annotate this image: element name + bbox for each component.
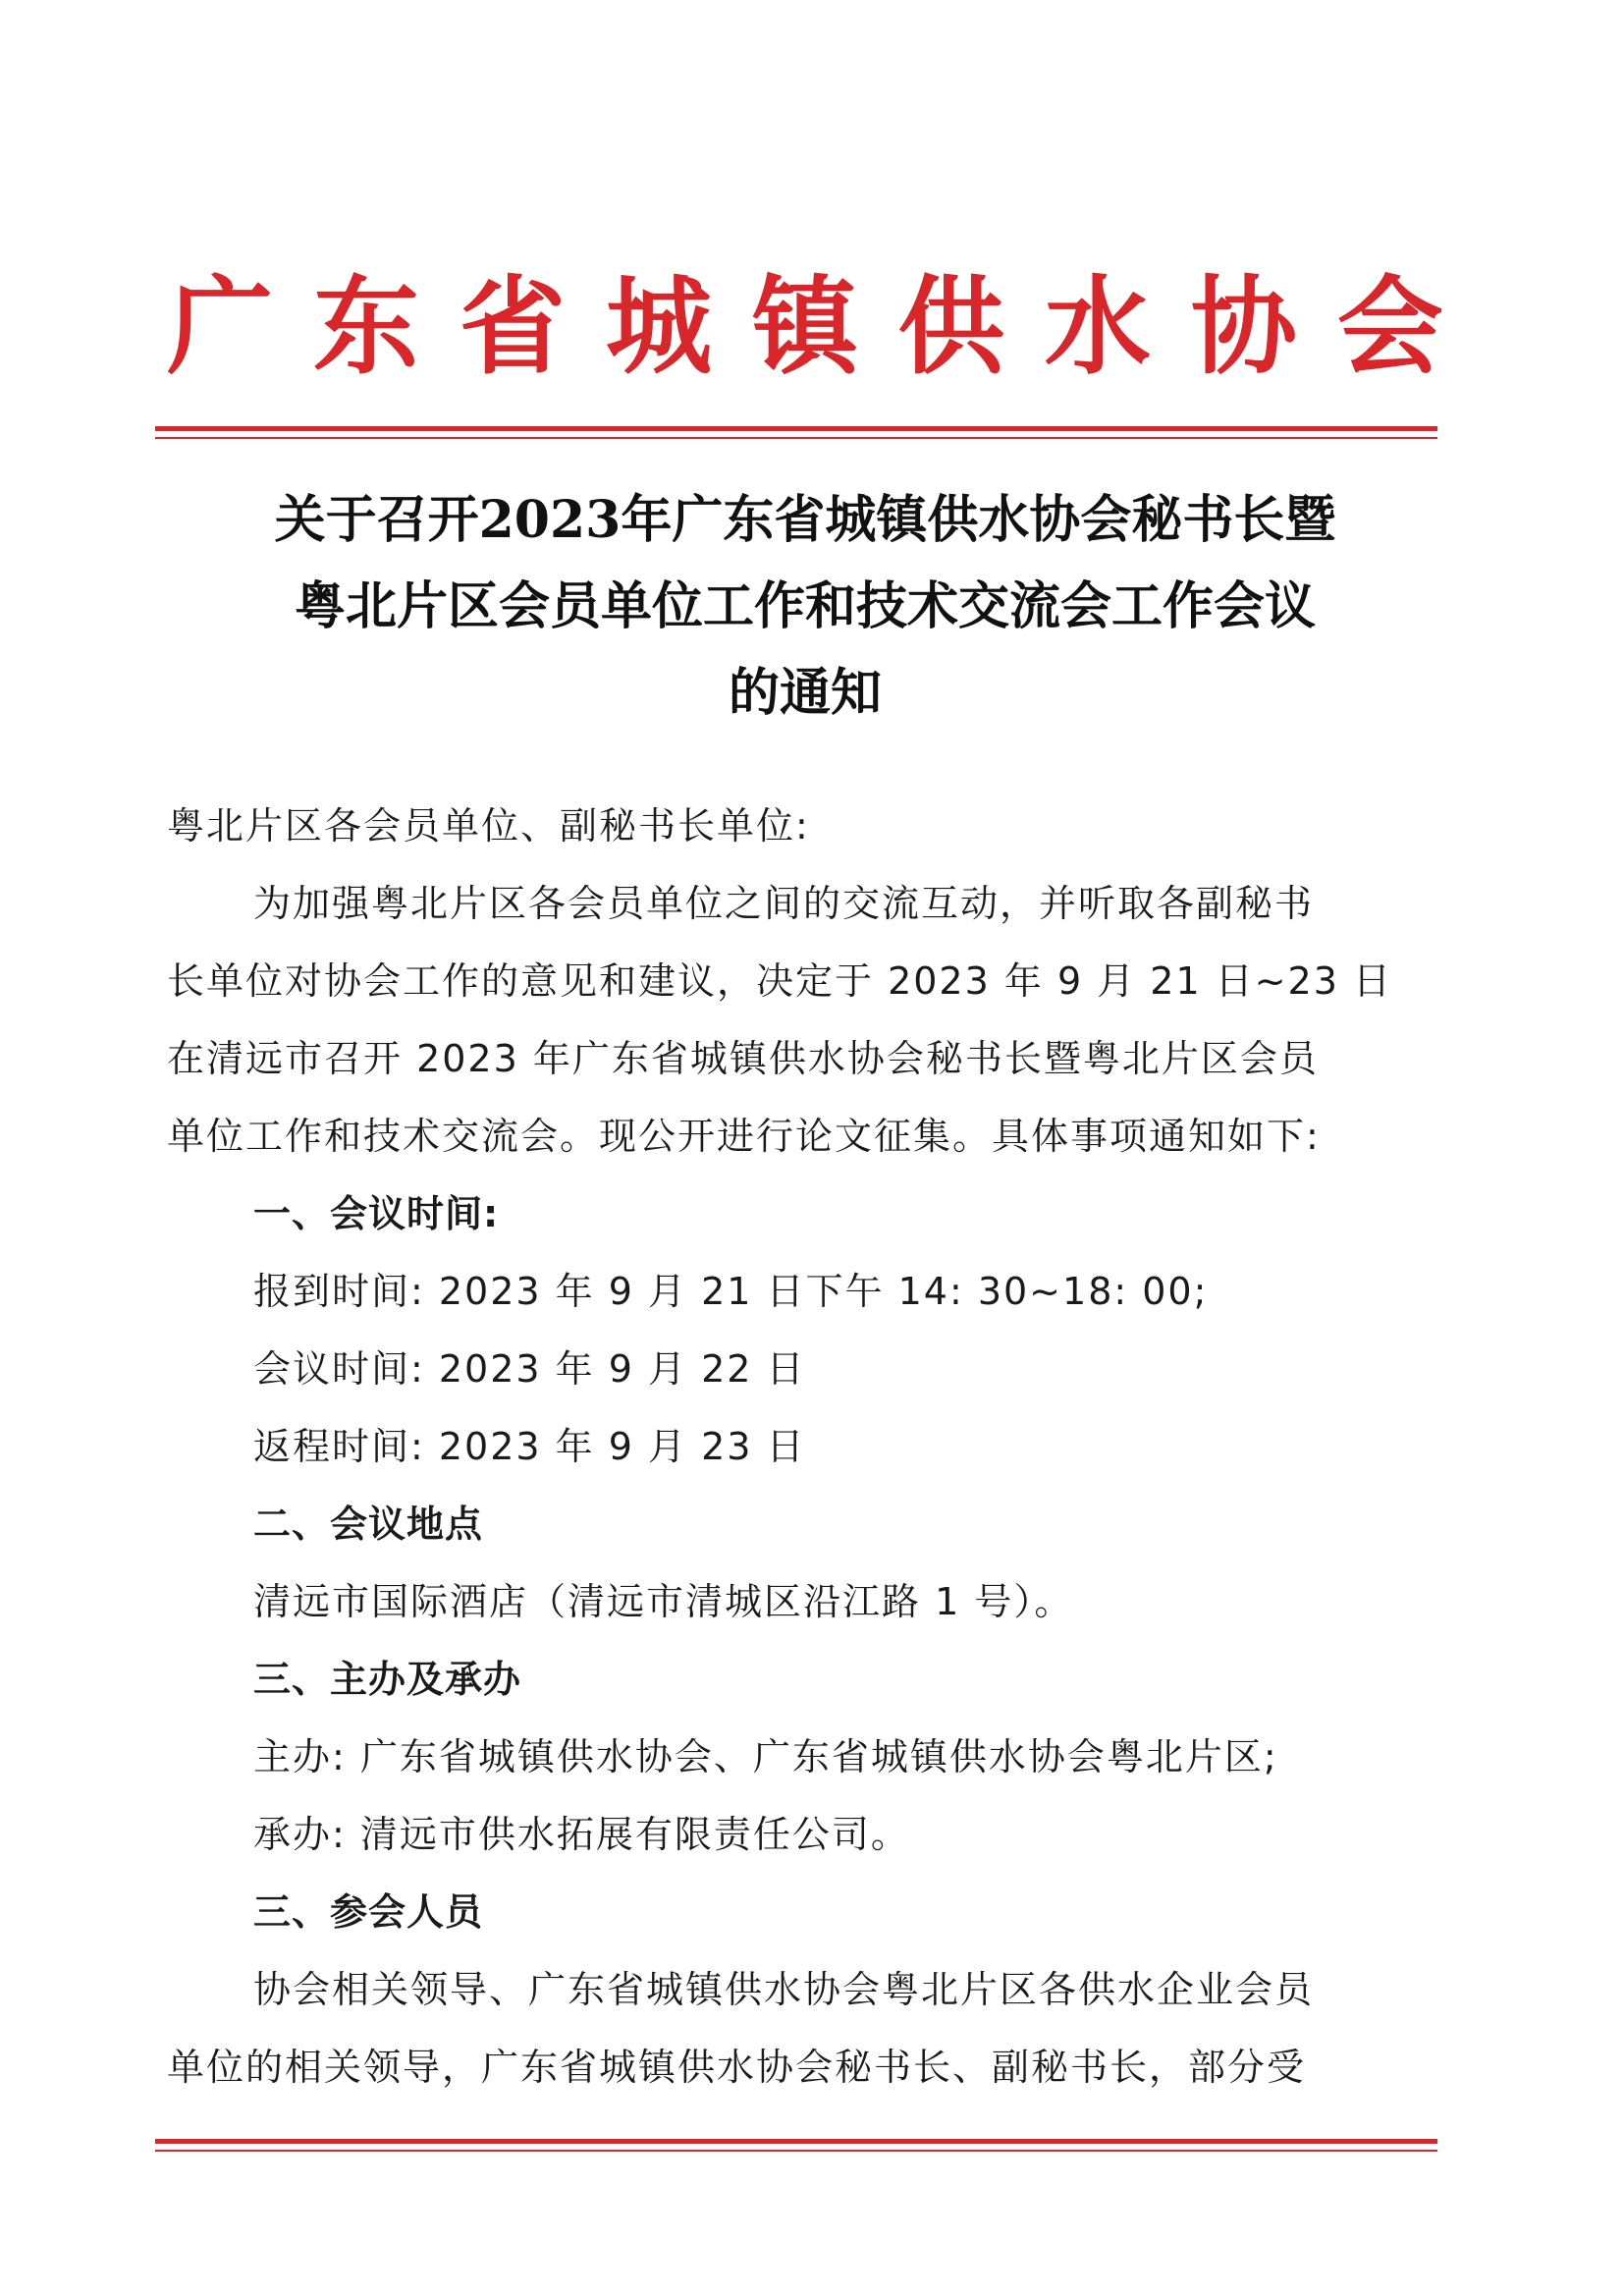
letterhead-char: 供: [897, 265, 1004, 389]
letterhead-char: 水: [1044, 265, 1151, 389]
document-title: [147, 477, 1463, 737]
intro-line-1: 为加强粤北片区各会员单位之间的交流互动，并听取各副秘书: [253, 882, 1315, 925]
letterhead-char: 省: [459, 265, 566, 389]
title-line-2: 粤北片区会员单位工作和技术交流会工作会议: [294, 576, 1316, 636]
letterhead-char: 城: [605, 265, 712, 389]
registration-time: 报到时间: 2023 年 9 月 21 日下午 14: 30~18: 00;: [253, 1270, 1209, 1313]
title-line-3: 的通知: [728, 663, 882, 723]
venue-address: 清远市国际酒店（清远市清城区沿江路 1 号）。: [253, 1580, 1074, 1623]
letterhead-char: 广: [167, 265, 274, 389]
salutation: 粤北片区各会员单位、副秘书长单位:: [167, 804, 810, 847]
intro-line-4: 单位工作和技术交流会。现公开进行论文征集。具体事项通知如下:: [167, 1115, 1321, 1158]
intro-line-3: 在清远市召开 2023 年广东省城镇供水协会秘书长暨粤北片区会员: [167, 1037, 1319, 1080]
letterhead-char: 镇: [751, 265, 858, 389]
section-heading-attendees: 三、参会人员: [253, 1890, 484, 1934]
section-heading-time: 一、会议时间:: [253, 1192, 500, 1235]
letterhead-char: 东: [312, 265, 419, 389]
footer-divider-thick: [155, 2139, 1437, 2144]
meeting-time: 会议时间: 2023 年 9 月 22 日: [253, 1347, 806, 1391]
letterhead-char: 会: [1336, 265, 1443, 389]
organizer-host: 主办: 广东省城镇供水协会、广东省城镇供水协会粤北片区;: [253, 1735, 1278, 1778]
letterhead-divider-thick: [155, 426, 1437, 431]
document-body: [167, 788, 1443, 2106]
attendees-line-1: 协会相关领导、广东省城镇供水协会粤北片区各供水企业会员: [253, 1968, 1315, 2011]
return-time: 返程时间: 2023 年 9 月 23 日: [253, 1425, 806, 1468]
letterhead-org-name: [167, 263, 1443, 391]
letterhead-divider-thin: [155, 437, 1437, 439]
section-heading-venue: 二、会议地点: [253, 1503, 484, 1546]
attendees-line-2: 单位的相关领导，广东省城镇供水协会秘书长、副秘书长，部分受: [167, 2046, 1307, 2089]
section-heading-organizers: 三、主办及承办: [253, 1658, 522, 1701]
intro-line-2: 长单位对协会工作的意见和建议，决定于 2023 年 9 月 21 日~23 日: [167, 959, 1392, 1003]
title-line-1: 关于召开2023年广东省城镇供水协会秘书长暨: [274, 490, 1336, 550]
organizer-undertaker: 承办: 清远市供水拓展有限责任公司。: [253, 1813, 910, 1856]
footer-divider-thin: [155, 2150, 1437, 2152]
letterhead-char: 协: [1190, 265, 1297, 389]
